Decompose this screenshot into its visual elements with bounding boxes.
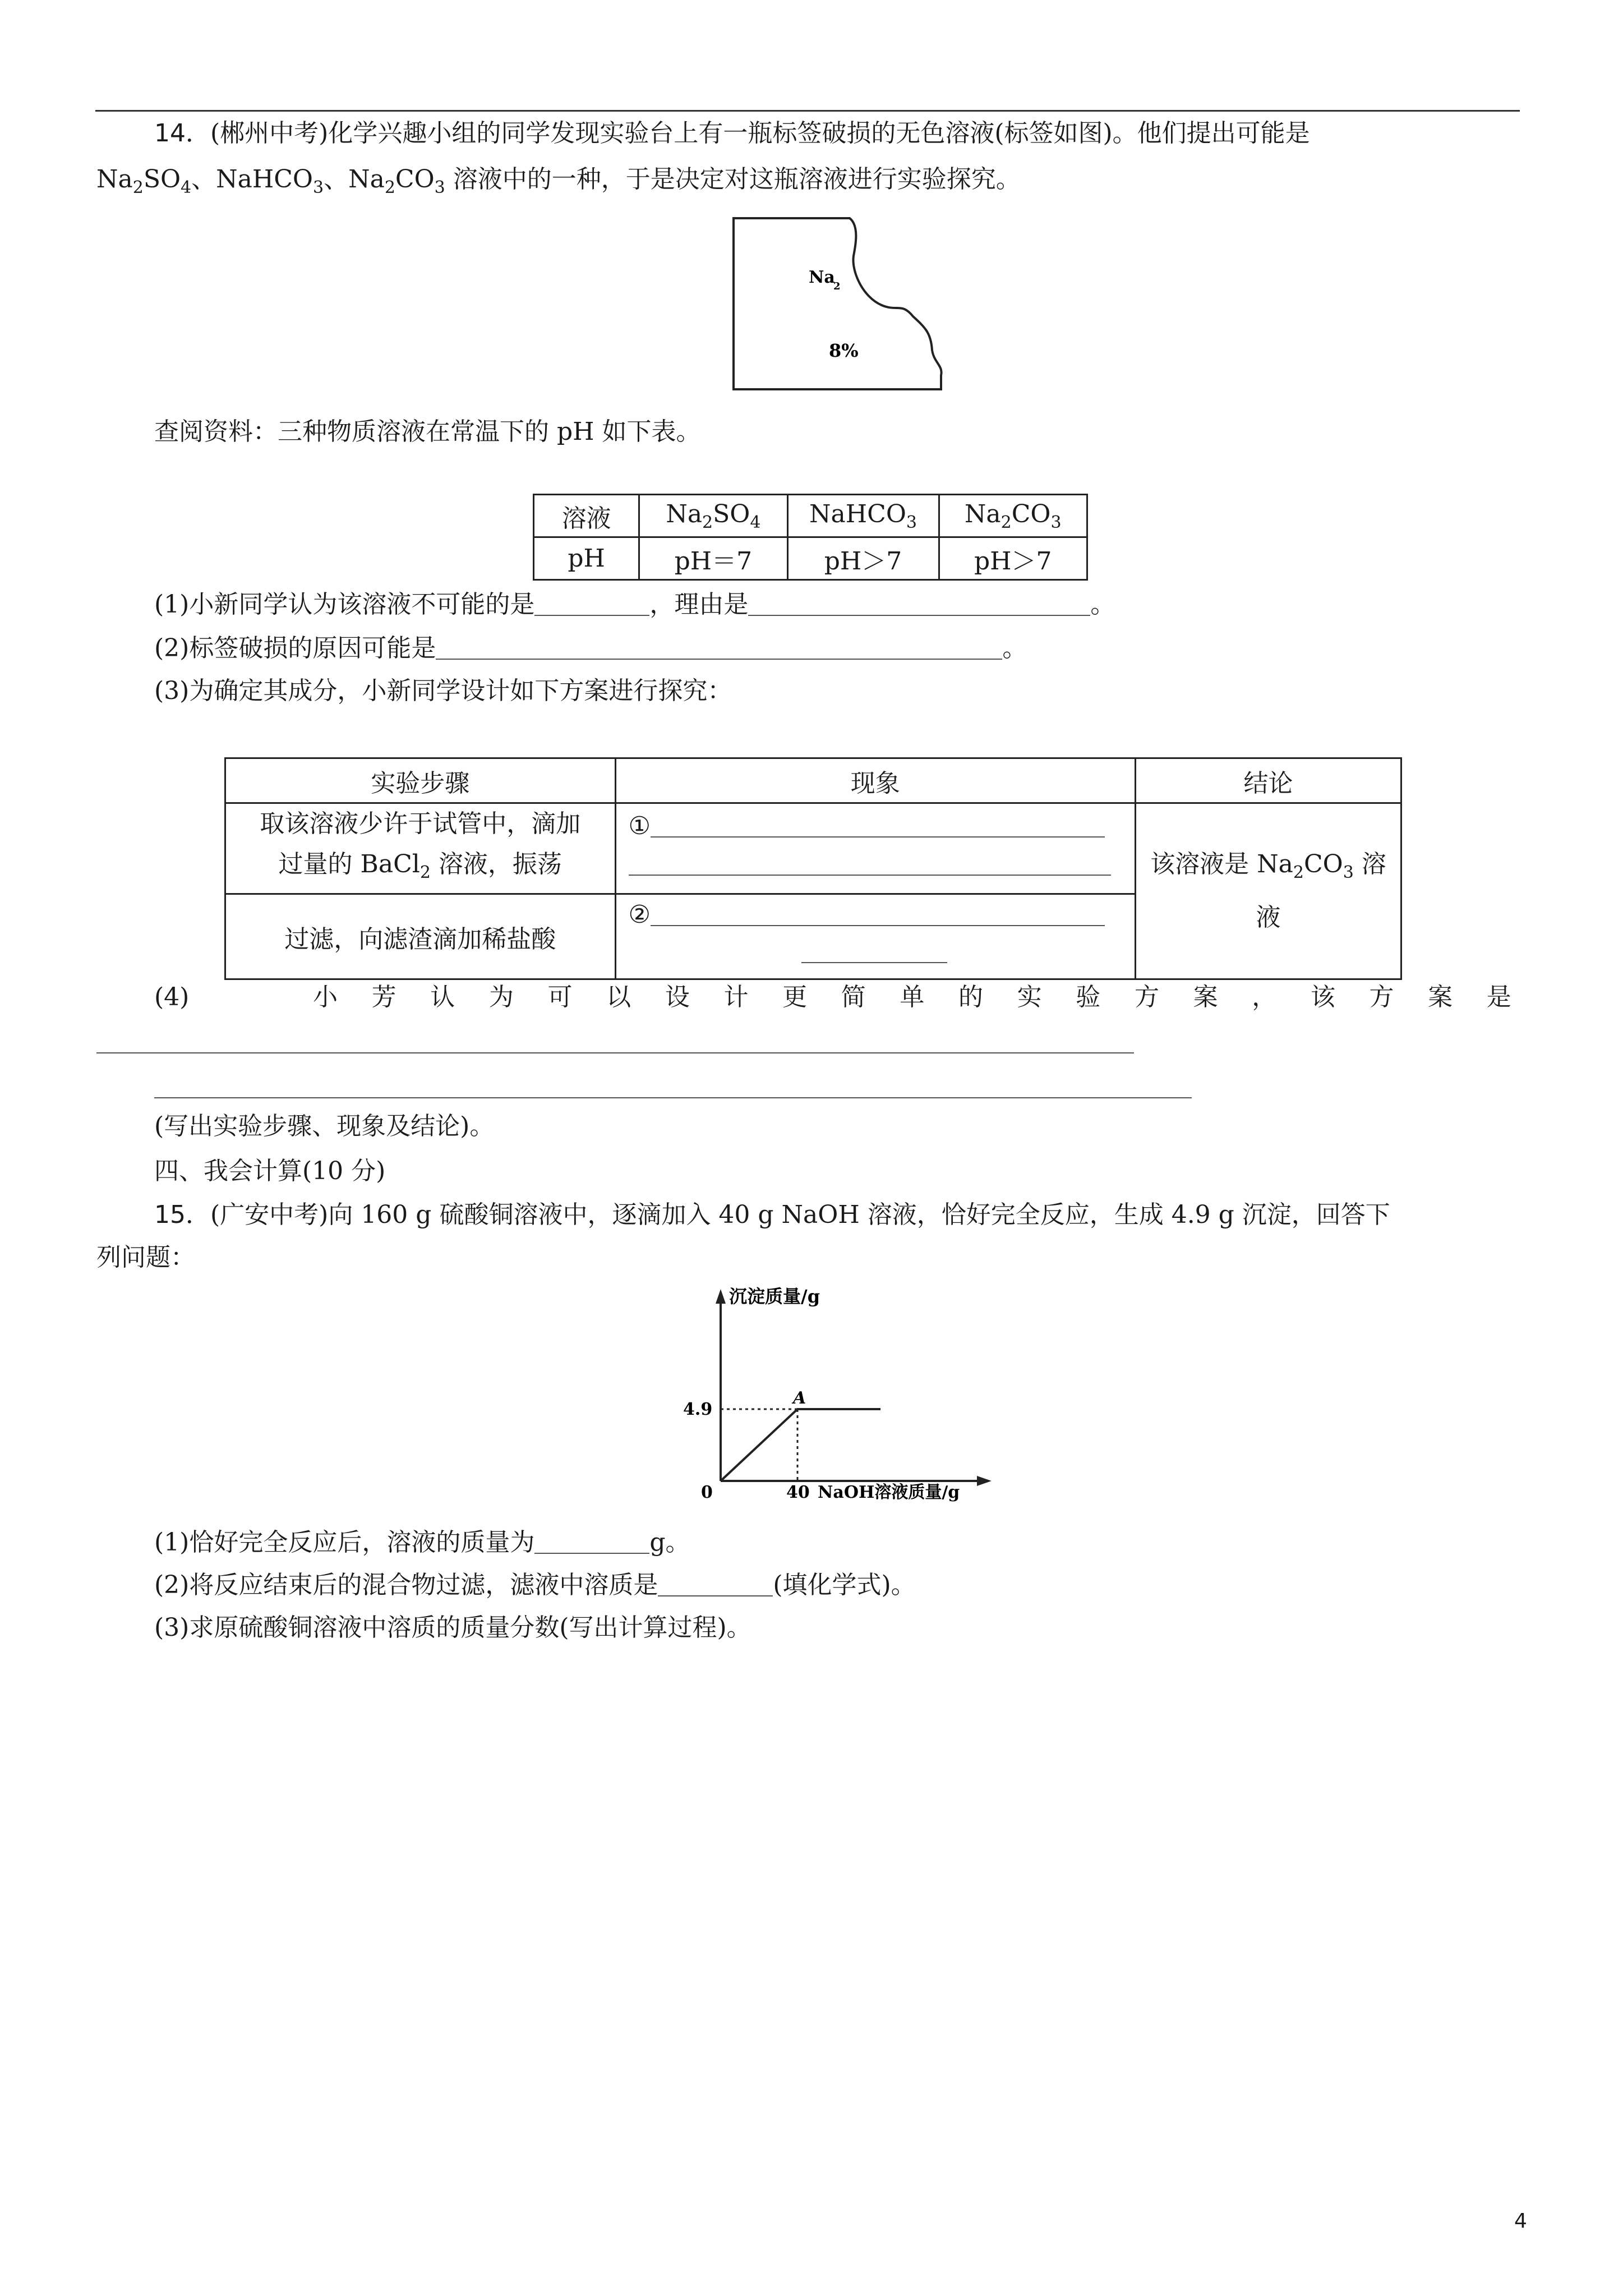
- experiment-table-header: [225, 758, 1401, 803]
- ph-table-header-row: [534, 495, 1087, 537]
- x-tick-label: 40: [786, 1483, 810, 1502]
- torn-label-outline: [734, 218, 942, 389]
- q14-part4: (4) 小 芳 认 为 可 以 设 计 更 简 单 的 实 验 方 案 ， 该 方 案 是: [154, 983, 1511, 1011]
- y-axis-arrow: [716, 1289, 726, 1304]
- ph-table-cell: $Na_2CO_3$: [939, 495, 1087, 537]
- ph-table-row: [534, 537, 1087, 580]
- header-step: 实验步骤: [225, 758, 616, 803]
- data-series-line: [721, 1409, 880, 1481]
- q15-line2: 列问题：: [96, 1243, 195, 1272]
- answer-blank[interactable]: [651, 812, 1105, 838]
- y-axis-label: 沉淀质量/g: [729, 1286, 820, 1307]
- x-axis-arrow: [977, 1476, 992, 1486]
- answer-blank[interactable]: [748, 590, 1090, 616]
- answer-line[interactable]: [154, 1097, 1192, 1098]
- q15-line1: 15．(广安中考)向 160 g 硫酸铜溶液中，逐滴加入 40 g NaOH 溶液，恰好完全反应，生成 4.9 g 沉淀，回答下: [154, 1200, 1390, 1229]
- answer-line[interactable]: [96, 1052, 1134, 1053]
- q14-part2: (2)标签破损的原因可能是 。: [154, 634, 1027, 662]
- top-rule: [95, 110, 1520, 112]
- answer-blank[interactable]: [534, 590, 649, 616]
- ph-table-cell: pH＞7: [787, 537, 939, 580]
- q14-part1: (1)小新同学认为该溶液不可能的是 ，理由是 。: [154, 590, 1115, 619]
- ph-table-cell: 溶液: [534, 495, 639, 537]
- origin-label: 0: [701, 1483, 713, 1502]
- answer-blank[interactable]: [658, 1571, 773, 1596]
- label-percent-text: 8%: [829, 340, 859, 361]
- q15-part1: (1)恰好完全反应后，溶液的质量为 g。: [154, 1528, 690, 1557]
- phenomenon-2: ②: [615, 894, 1135, 979]
- step-1: 取该溶液少许于试管中，滴加 过量的 BaCl$_2$ 溶液，振荡: [225, 803, 616, 894]
- answer-blank[interactable]: [629, 850, 1111, 876]
- section-4-heading: 四、我会计算(10 分): [154, 1157, 386, 1185]
- point-a-label: A: [793, 1388, 806, 1408]
- q14-part4-note: (写出实验步骤、现象及结论)。: [154, 1112, 495, 1140]
- ph-table: [533, 494, 1088, 581]
- page-number: 4: [1514, 2210, 1527, 2233]
- answer-blank[interactable]: [534, 1528, 649, 1554]
- ph-table-cell: NaHCO$_3$: [787, 495, 939, 537]
- x-axis-label: NaOH溶液质量/g: [818, 1483, 960, 1502]
- phenomenon-1: ①: [615, 803, 1135, 894]
- q14-part3: (3)为确定其成分，小新同学设计如下方案进行探究：: [154, 677, 732, 705]
- answer-blank[interactable]: [651, 900, 1105, 926]
- q15-part2: (2)将反应结束后的混合物过滤，滤液中溶质是 (填化学式)。: [154, 1571, 916, 1599]
- answer-blank[interactable]: [436, 634, 1002, 660]
- formula-na2so4: $Na_2SO_4$: [96, 165, 192, 197]
- answer-blank[interactable]: [801, 937, 947, 963]
- ph-table-cell: pH＞7: [939, 537, 1087, 580]
- header-conclusion: 结论: [1135, 758, 1401, 803]
- torn-label-figure: [729, 215, 953, 395]
- q15-part3: (3)求原硫酸铜溶液中溶质的质量分数(写出计算过程)。: [154, 1613, 751, 1642]
- q14-number: 14．: [154, 119, 210, 148]
- formula-nahco3: NaHCO$_3$: [216, 165, 324, 197]
- q14-line2: $Na_2SO_4$、NaHCO$_3$、$Na_2CO_3$ 溶液中的一种，于是决定对这瓶溶液进行实验探究。: [96, 165, 1021, 197]
- y-tick-label: 4.9: [683, 1400, 713, 1419]
- precipitate-chart: [667, 1279, 1038, 1515]
- ph-table-cell: pH＝7: [639, 537, 787, 580]
- label-na-text: Na: [809, 268, 835, 287]
- header-phenomenon: 现象: [615, 758, 1135, 803]
- ph-table-cell: $Na_2SO_4$: [639, 495, 787, 537]
- conclusion-cell: 该溶液是 $Na_2CO_3$ 溶 液: [1135, 803, 1401, 979]
- q15-number: 15．: [154, 1200, 210, 1229]
- label-na-sub: 2: [833, 280, 841, 292]
- experiment-row-1: [225, 803, 1401, 894]
- experiment-table: [224, 757, 1402, 980]
- consult-text: 查阅资料：三种物质溶液在常温下的 pH 如下表。: [154, 417, 701, 446]
- ph-table-cell: pH: [534, 537, 639, 580]
- formula-na2co3: $Na_2CO_3$: [348, 165, 445, 197]
- q14-line1: 14．(郴州中考)化学兴趣小组的同学发现实验台上有一瓶标签破损的无色溶液(标签如图)。他们提出可能是: [154, 119, 1310, 148]
- step-2: 过滤，向滤渣滴加稀盐酸: [225, 894, 616, 979]
